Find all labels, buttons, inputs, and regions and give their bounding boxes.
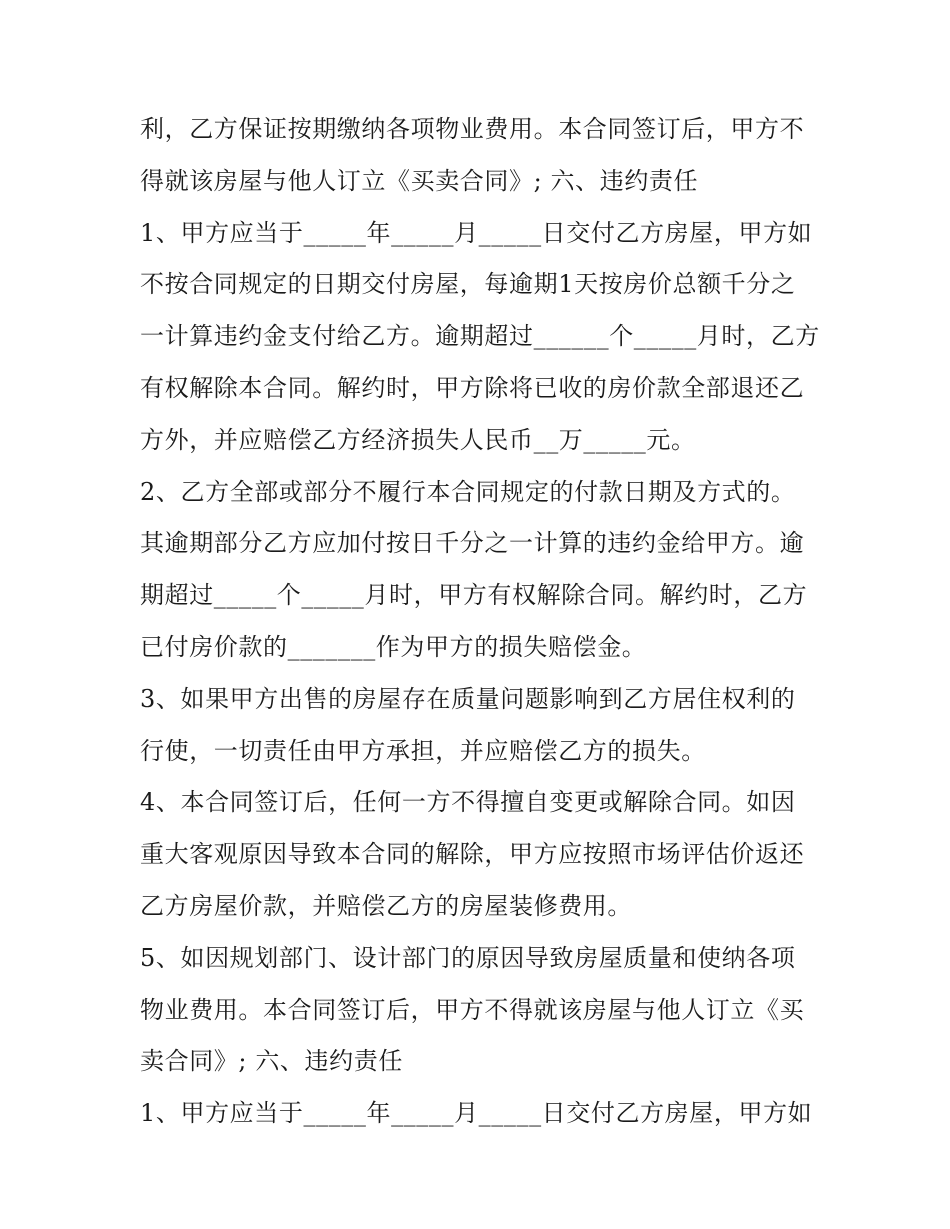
clause-line: 1、甲方应当于_____年_____月_____日交付乙方房屋，甲方如 <box>140 1099 813 1128</box>
text-line: 得就该房屋与他人订立《买卖合同》; 六、违约责任 <box>140 166 699 195</box>
text-line: 卖合同》; 六、违约责任 <box>140 1047 403 1076</box>
text-line: 期超过_____个_____月时，甲方有权解除合同。解约时，乙方 <box>140 581 808 610</box>
clause-line: 1、甲方应当于_____年_____月_____日交付乙方房屋，甲方如 <box>140 218 813 247</box>
text-line: 物业费用。本合同签订后，甲方不得就该房屋与他人订立《买 <box>140 995 805 1024</box>
text-line: 方外，并应赔偿乙方经济损失人民币__万_____元。 <box>140 425 696 454</box>
contract-body <box>140 104 830 1140</box>
text-line: 有权解除本合同。解约时，甲方除将已收的房价款全部退还乙 <box>140 373 805 402</box>
text-line: 一计算违约金支付给乙方。逾期超过______个_____月时，乙方 <box>140 322 820 351</box>
text-line: 重大客观原因导致本合同的解除，甲方应按照市场评估价返还 <box>140 840 805 869</box>
text-line: 其逾期部分乙方应加付按日千分之一计算的违约金给甲方。逾 <box>140 529 805 558</box>
clause-line: 4、本合同签订后，任何一方不得擅自变更或解除合同。如因 <box>140 788 796 817</box>
clause-line: 2、乙方全部或部分不履行本合同规定的付款日期及方式的。 <box>140 477 796 506</box>
text-line: 行使，一切责任由甲方承担，并应赔偿乙方的损失。 <box>140 736 706 765</box>
clause-line: 5、如因规划部门、设计部门的原因导致房屋质量和使纳各项 <box>140 943 796 972</box>
text-line: 乙方房屋价款，并赔偿乙方的房屋装修费用。 <box>140 891 632 920</box>
text-line: 利，乙方保证按期缴纳各项物业费用。本合同签订后，甲方不 <box>140 115 805 143</box>
text-line: 已付房价款的_______作为甲方的损失赔偿金。 <box>140 632 647 661</box>
text-line: 不按合同规定的日期交付房屋，每逾期1天按房价总额千分之 <box>140 270 796 299</box>
clause-line: 3、如果甲方出售的房屋存在质量问题影响到乙方居住权利的 <box>140 684 796 713</box>
